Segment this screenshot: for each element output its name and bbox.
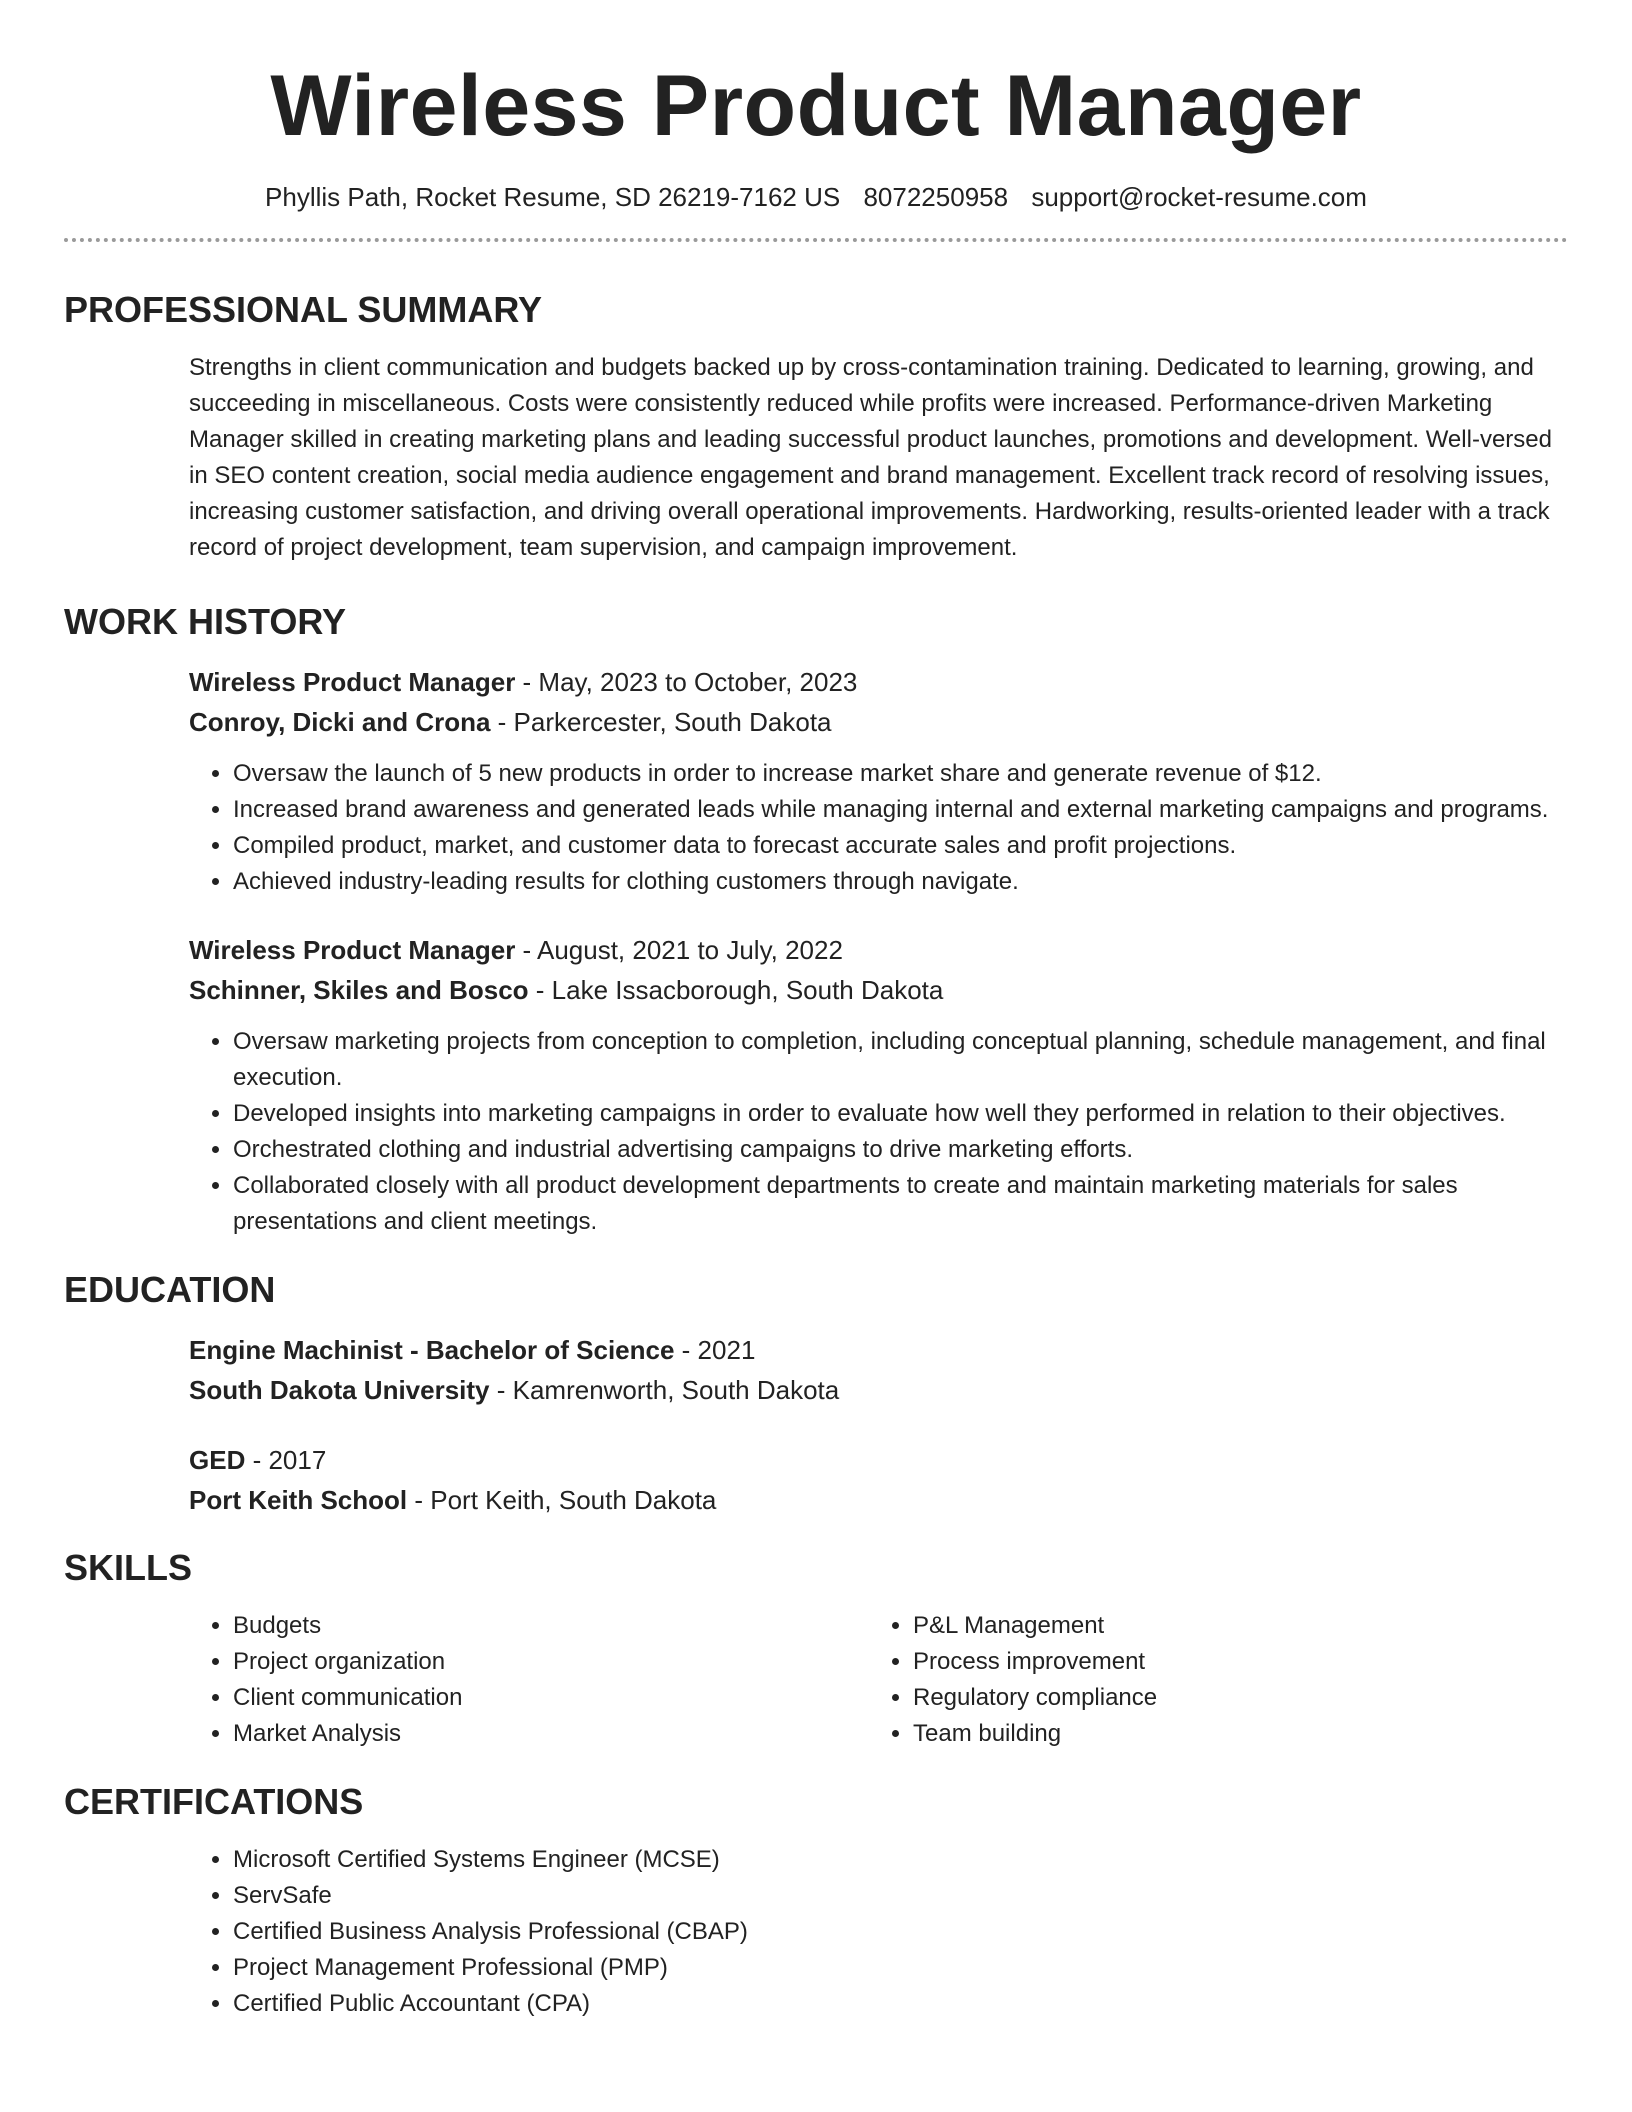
certifications-list: [189, 1842, 1568, 2022]
resume-header: [64, 0, 1568, 242]
summary-heading: PROFESSIONAL SUMMARY: [64, 289, 543, 330]
summary-body: [189, 350, 1568, 566]
list-item: • Regulatory compliance: [913, 1680, 1549, 1716]
list-item: • Compiled product, market, and customer data to forecast accurate sales and profit projections.: [233, 828, 1568, 864]
list-item: • ServSafe: [233, 1878, 1568, 1914]
list-item: • Collaborated closely with all product development departments to create and maintain marketing materials for sales presentations and client meetings.: [233, 1168, 1568, 1240]
education-entry: [189, 1330, 1568, 1410]
job-company: Schinner, Skiles and Bosco: [189, 975, 529, 1005]
job-title-line: [189, 662, 1568, 702]
education-degree: Engine Machinist - Bachelor of Science: [189, 1335, 675, 1365]
list-item: • Microsoft Certified Systems Engineer (MCSE): [233, 1842, 1568, 1878]
education-heading: EDUCATION: [64, 1269, 276, 1310]
education-section: [64, 1268, 1568, 1520]
list-item: • Project organization: [233, 1644, 869, 1680]
list-item: • Orchestrated clothing and industrial advertising campaigns to drive marketing efforts.: [233, 1132, 1568, 1168]
education-school: Port Keith School: [189, 1485, 408, 1515]
education-school-line: [189, 1370, 1568, 1410]
contact-line: [64, 180, 1568, 214]
job-company-line: [189, 970, 1568, 1010]
skills-list-left: [189, 1608, 869, 1752]
job-company: Conroy, Dicki and Crona: [189, 707, 491, 737]
list-item: • Developed insights into marketing campaigns in order to evaluate how well they performed in relation to their objectives.: [233, 1096, 1568, 1132]
list-item: • Team building: [913, 1716, 1549, 1752]
job-company-line: [189, 702, 1568, 742]
contact-address: Phyllis Path, Rocket Resume, SD 26219-7162 US: [265, 182, 841, 212]
skills-grid: [189, 1608, 1568, 1752]
certifications-section: [64, 1780, 1568, 2022]
list-item: • Oversaw the launch of 5 new products in order to increase market share and generate revenue of $12.: [233, 756, 1568, 792]
education-degree: GED: [189, 1445, 246, 1475]
education-body: [189, 1330, 1568, 1520]
list-item: • Client communication: [233, 1680, 869, 1716]
job-dates: - August, 2021 to July, 2022: [515, 935, 843, 965]
job-title-line: [189, 930, 1568, 970]
job-role: Wireless Product Manager: [189, 667, 516, 697]
job-dates: - May, 2023 to October, 2023: [515, 667, 858, 697]
summary-section: [64, 288, 1568, 566]
list-item: • Market Analysis: [233, 1716, 869, 1752]
job-location: - Lake Issacborough, South Dakota: [528, 975, 944, 1005]
list-item: • Certified Business Analysis Professional (CBAP): [233, 1914, 1568, 1950]
education-degree-line: [189, 1440, 1568, 1480]
list-item: • Certified Public Accountant (CPA): [233, 1986, 1568, 2022]
education-degree-line: [189, 1330, 1568, 1370]
education-year: - 2017: [245, 1445, 327, 1475]
work-history-section: [64, 600, 1568, 1240]
header-divider: [64, 238, 1568, 242]
contact-phone: 8072250958: [863, 182, 1009, 212]
job-duties-list: [189, 756, 1568, 900]
job-duties-list: [189, 1024, 1568, 1240]
skills-list-right: [869, 1608, 1549, 1752]
work-history-heading: WORK HISTORY: [64, 601, 347, 642]
education-school: South Dakota University: [189, 1375, 490, 1405]
education-location: - Kamrenworth, South Dakota: [489, 1375, 840, 1405]
list-item: • Process improvement: [913, 1644, 1549, 1680]
contact-email: support@rocket-resume.com: [1031, 182, 1367, 212]
job-role: Wireless Product Manager: [189, 935, 516, 965]
education-school-line: [189, 1480, 1568, 1520]
list-item: • Increased brand awareness and generated leads while managing internal and external marketing campaigns and programs.: [233, 792, 1568, 828]
skills-body: [189, 1608, 1568, 1752]
certifications-heading: CERTIFICATIONS: [64, 1781, 364, 1822]
skills-section: [64, 1546, 1568, 1752]
education-year: - 2021: [674, 1335, 756, 1365]
job-location: - Parkercester, South Dakota: [490, 707, 832, 737]
certifications-body: [189, 1842, 1568, 2022]
skills-heading: SKILLS: [64, 1547, 193, 1588]
page-title: Wireless Product Manager: [270, 58, 1362, 154]
job-entry: [189, 662, 1568, 900]
list-item: • Achieved industry-leading results for clothing customers through navigate.: [233, 864, 1568, 900]
education-location: - Port Keith, South Dakota: [407, 1485, 717, 1515]
job-entry: [189, 930, 1568, 1240]
summary-text: Strengths in client communication and budgets backed up by cross-contamination training. Dedicated to learning, growing, and succeeding in miscellaneous. Costs were consistently reduced while profits were increased. Performance-driven Marketing Manager skilled in creating marketing plans and leading successful product launches, promotions and development. Well-versed in SEO content creation, social media audience engagement and brand management. Excellent track record of resolving issues, increasing customer satisfaction, and driving overall operational improvements. Hardworking, results-oriented leader with a track record of project development, team supervision, and campaign improvement.: [189, 354, 1552, 561]
work-history-body: [189, 662, 1568, 1240]
resume-page: [64, 0, 1568, 2022]
education-entry: [189, 1440, 1568, 1520]
list-item: • P&L Management: [913, 1608, 1549, 1644]
list-item: • Project Management Professional (PMP): [233, 1950, 1568, 1986]
list-item: • Budgets: [233, 1608, 869, 1644]
list-item: • Oversaw marketing projects from conception to completion, including conceptual planning, schedule management, and final execution.: [233, 1024, 1568, 1096]
